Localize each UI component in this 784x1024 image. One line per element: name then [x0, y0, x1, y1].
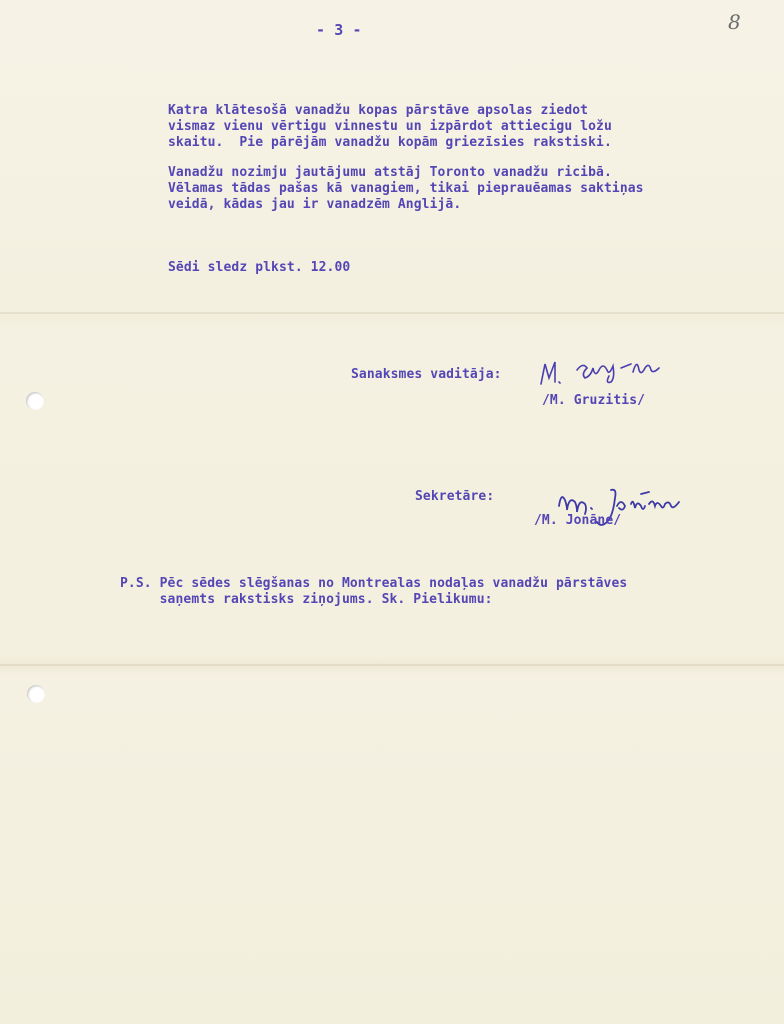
- fold-line: [0, 312, 784, 314]
- page-number: - 3 -: [316, 21, 362, 39]
- secretary-handwritten-signature: [553, 478, 703, 538]
- chair-typed-name: /M. Gruzitis/: [542, 393, 646, 408]
- paragraph-2-line-2: Vēlamas tādas pašas kā vanagiem, tikai pieprauēamas saktiņas: [168, 181, 644, 196]
- chair-label: Sanaksmes vaditāja:: [351, 367, 502, 382]
- paragraph-2-line-1: Vanadžu nozimju jautājumu atstāj Toronto vanadžu ricibā.: [168, 165, 612, 180]
- chair-handwritten-signature: [535, 350, 685, 392]
- fold-line: [0, 664, 784, 666]
- punch-hole: [27, 685, 45, 703]
- paragraph-2-line-3: veidā, kādas jau ir vanadzēm Anglijā.: [168, 197, 462, 212]
- corner-page-mark: 8: [728, 10, 741, 34]
- paragraph-1-line-1: Katra klātesošā vanadžu kopas pārstāve apsolas ziedot: [168, 103, 589, 118]
- paragraph-1-line-2: vismaz vienu vērtigu vinnestu un izpārdot attiecigu ložu: [168, 119, 612, 134]
- punch-hole: [26, 392, 44, 410]
- secretary-label: Sekretāre:: [415, 489, 495, 504]
- paragraph-1-line-3: skaitu. Pie pārējām vanadžu kopām griezīsies rakstiski.: [168, 135, 612, 150]
- postscript-line-1: P.S. Pēc sēdes slēgšanas no Montrealas nodaļas vanadžu pārstāves: [120, 576, 628, 591]
- secretary-typed-name: /M. Jonāne/: [534, 513, 622, 528]
- postscript-line-2: saņemts rakstisks ziņojums. Sk. Pielikumu:: [120, 592, 493, 607]
- closing-line: Sēdi sledz plkst. 12.00: [168, 260, 351, 275]
